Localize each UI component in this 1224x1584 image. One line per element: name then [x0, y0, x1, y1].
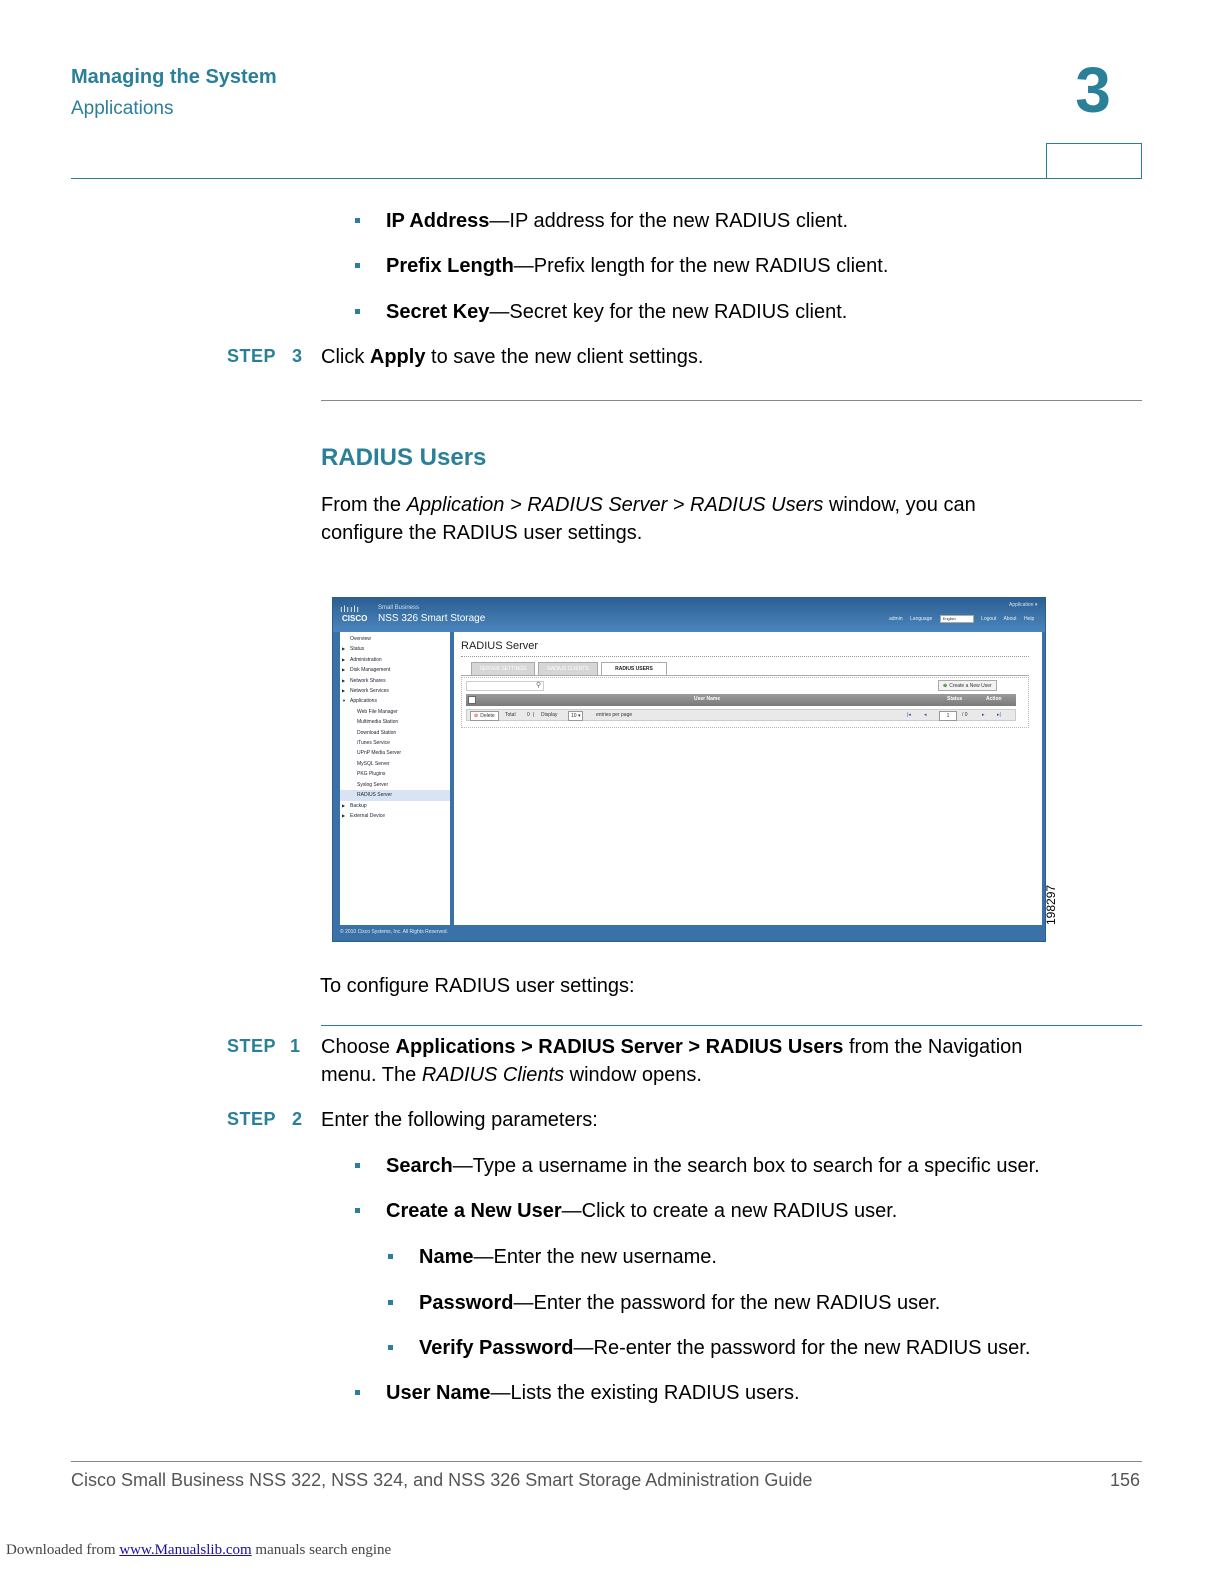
step-label: STEP [227, 346, 277, 366]
bullet-user-name [386, 1379, 800, 1407]
create-user-label: Create a New User [949, 683, 992, 689]
bullet-text: —Enter the password for the new RADIUS user. [513, 1292, 941, 1314]
app-top-bar [333, 598, 1046, 632]
bullet-prefix-length [386, 252, 888, 280]
step-number: 3 [292, 346, 303, 366]
download-note [6, 1542, 391, 1559]
nav-item-label: Web File Manager [357, 708, 398, 715]
step-1-text [321, 1033, 1022, 1089]
step-text-post: to save the new client settings. [425, 346, 704, 368]
nav-item-label: UPnP Media Server [357, 750, 402, 757]
nav-item-label: Administration [350, 656, 382, 663]
cisco-logo-text: CISCO [342, 614, 368, 623]
nav-item-itunes-service[interactable] [340, 738, 450, 748]
collapsed-arrow-icon: ▶ [342, 812, 346, 818]
search-icon[interactable]: ⚲ [536, 682, 542, 689]
about-link[interactable]: About [1003, 616, 1017, 623]
nav-item-status[interactable] [340, 644, 450, 654]
nav-item-label: Network Services [350, 688, 389, 695]
section-divider [321, 400, 1142, 401]
section-subtitle: Applications [71, 98, 174, 119]
bullet-square-icon [355, 263, 360, 268]
step-text-post: window opens. [564, 1064, 702, 1086]
to-configure-text: To configure RADIUS user settings: [320, 975, 635, 997]
nav-item-label: PKG Plugins [357, 771, 386, 778]
chapter-tab-box [1046, 143, 1142, 179]
step-2-text: Enter the following parameters: [321, 1109, 598, 1131]
download-post: manuals search engine [251, 1542, 392, 1558]
step-text-pre: Choose [321, 1036, 396, 1058]
chapter-title: Managing the System [71, 66, 277, 88]
footer-rule [71, 1461, 1142, 1462]
nav-item-download-station[interactable] [340, 728, 450, 738]
bullet-square-icon [388, 1300, 393, 1305]
nav-item-label: Download Station [357, 729, 397, 736]
figure-id: 198297 [1044, 884, 1058, 925]
col-status: Status [947, 696, 963, 702]
bullet-text: —Enter the new username. [473, 1246, 717, 1268]
bullet-term: IP Address [386, 210, 490, 232]
help-link[interactable]: Help [1023, 616, 1035, 623]
bullet-term: Verify Password [419, 1337, 574, 1359]
nav-item-label: External Device [350, 812, 386, 819]
intro-line-1 [321, 491, 976, 519]
delete-label: Delete [480, 713, 495, 719]
nav-item-label: Network Shares [350, 677, 386, 684]
intro-post: window, you can [823, 494, 976, 516]
nav-item-label: Backup [350, 802, 367, 809]
collapsed-arrow-icon: ▶ [342, 802, 346, 808]
total-value: 0 [527, 712, 530, 718]
display-label: Display [541, 712, 558, 718]
procedure-divider [321, 1025, 1142, 1026]
tab-baseline [461, 675, 1029, 676]
bullet-term: Prefix Length [386, 255, 514, 277]
manualslib-link[interactable]: www.Manualslib.com [119, 1542, 252, 1558]
bullet-term: Password [419, 1292, 514, 1314]
nav-item-administration[interactable] [340, 655, 450, 665]
expanded-arrow-icon: ▼ [342, 698, 346, 704]
nav-list [340, 634, 450, 821]
collapsed-arrow-icon: ▶ [342, 667, 346, 673]
prev-page-icon[interactable]: ◂ [924, 712, 927, 718]
step-label: STEP [227, 1036, 277, 1056]
download-pre: Downloaded from [6, 1542, 120, 1558]
step-text-pre: Click [321, 346, 370, 368]
nav-item-label: Multimedia Station [357, 719, 399, 726]
bullet-square-icon [355, 1163, 360, 1168]
tab-server-settings[interactable]: SERVER SETTINGS [471, 662, 535, 675]
panel-title: RADIUS Server [461, 640, 539, 652]
bullet-password [419, 1289, 940, 1317]
bullet-term: Secret Key [386, 301, 490, 323]
step-text-bold: Applications > RADIUS Server > RADIUS Users [395, 1036, 844, 1058]
nav-item-multimedia-station[interactable] [340, 717, 450, 727]
tab-radius-users[interactable]: RADIUS USERS [601, 662, 667, 675]
col-user-name: User Name [694, 696, 721, 702]
pager-bar [466, 709, 1016, 721]
select-all-checkbox[interactable] [468, 696, 476, 704]
pager-separator: | [533, 712, 535, 718]
step-3-text [321, 343, 703, 371]
application-menu[interactable]: Application ▾ [1009, 602, 1038, 608]
create-user-button[interactable] [938, 680, 997, 691]
bullet-text: —IP address for the new RADIUS client. [489, 210, 849, 232]
panel-divider [461, 656, 1029, 657]
step-1-line-2 [321, 1061, 1022, 1089]
language-select[interactable]: English [940, 615, 974, 623]
page-size-select[interactable] [568, 711, 583, 721]
step-text-post: from the Navigation [843, 1036, 1023, 1058]
bullet-text: —Re-enter the password for the new RADIUS user. [573, 1337, 1031, 1359]
step-number: 2 [292, 1109, 303, 1129]
bullet-square-icon [388, 1254, 393, 1259]
language-label: Language [910, 616, 933, 623]
bullet-term: Create a New User [386, 1200, 562, 1222]
bullet-square-icon [355, 1390, 360, 1395]
collapsed-arrow-icon: ▶ [342, 646, 346, 652]
bullet-text: —Click to create a new RADIUS user. [561, 1200, 898, 1222]
bullet-verify-password [419, 1334, 1030, 1362]
nav-item-applications[interactable] [340, 696, 450, 706]
nav-item-label: Status [350, 646, 365, 653]
step-text-pre: menu. The [321, 1064, 422, 1086]
product-name: NSS 326 Smart Storage [378, 613, 486, 624]
bullet-square-icon [388, 1345, 393, 1350]
search-input[interactable] [466, 681, 544, 691]
nav-item-syslog-server[interactable] [340, 780, 450, 790]
page-input[interactable]: 1 [939, 711, 957, 721]
bullet-term: User Name [386, 1382, 491, 1404]
step-1-line-1 [321, 1033, 1022, 1061]
top-links [889, 615, 1040, 623]
nav-item-label: RADIUS Server [357, 792, 393, 799]
bullet-name [419, 1243, 717, 1271]
last-page-icon[interactable]: ▸| [997, 712, 1001, 718]
nav-item-mysql-server[interactable] [340, 759, 450, 769]
intro-italic-path: Application > RADIUS Server > RADIUS Users [406, 494, 824, 516]
nav-item-label: Syslog Server [357, 781, 389, 788]
radius-panel [454, 632, 1042, 925]
bullet-text: —Prefix length for the new RADIUS client. [513, 255, 889, 277]
small-business-label: Small Business [378, 605, 420, 611]
nav-item-backup[interactable] [340, 801, 450, 811]
delete-button[interactable] [470, 711, 499, 721]
bullet-text: —Lists the existing RADIUS users. [490, 1382, 800, 1404]
nav-item-label: iTunes Service [357, 740, 390, 747]
nav-item-overview[interactable] [340, 634, 450, 644]
intro-paragraph [321, 491, 976, 547]
header-rule [71, 178, 1142, 179]
collapsed-arrow-icon: ▶ [342, 656, 346, 662]
screenshot-figure [332, 597, 1046, 942]
nav-item-label: Applications [350, 698, 377, 705]
nav-item-label: MySQL Server [357, 760, 390, 767]
nav-item-web-file-manager[interactable] [340, 707, 450, 717]
bullet-text: —Secret key for the new RADIUS client. [489, 301, 848, 323]
bullet-create-user [386, 1197, 897, 1225]
bullet-search [386, 1152, 1040, 1180]
nav-item-disk-management[interactable] [340, 665, 450, 675]
chevron-down-icon: ▾ [577, 713, 581, 719]
section-title: RADIUS Users [321, 444, 487, 471]
cisco-logo-icon: ılıılı [340, 604, 361, 614]
first-page-icon[interactable]: |◂ [907, 712, 911, 718]
step-text-bold: Apply [369, 346, 426, 368]
bullet-term: Name [419, 1246, 474, 1268]
tab-radius-clients[interactable]: RADIUS CLIENTS [538, 662, 598, 675]
bullet-ip-address [386, 207, 848, 235]
delete-icon: ⊘ [474, 713, 479, 719]
page-count: / 0 [962, 712, 968, 718]
nav-item-network-services[interactable] [340, 686, 450, 696]
logout-link[interactable]: Logout [981, 616, 997, 623]
intro-pre: From the [321, 494, 407, 516]
total-label: Total [505, 712, 516, 718]
nav-item-network-shares[interactable] [340, 676, 450, 686]
nav-item-radius-server[interactable] [340, 790, 450, 800]
bullet-secret-key [386, 298, 847, 326]
next-page-icon[interactable]: ▸ [982, 712, 985, 718]
col-action: Action [986, 696, 1002, 702]
bullet-text: —Type a username in the search box to search for a specific user. [452, 1155, 1040, 1177]
page-size-value: 10 [571, 713, 577, 719]
plus-icon: ⊕ [943, 683, 948, 689]
bullet-square-icon [355, 1208, 360, 1213]
nav-item-external-device[interactable] [340, 811, 450, 821]
bullet-square-icon [355, 218, 360, 223]
collapsed-arrow-icon: ▶ [342, 688, 346, 694]
step-number: 1 [290, 1036, 301, 1056]
user-name: admin [889, 616, 903, 623]
step-label: STEP [227, 1109, 277, 1129]
entries-label: entries per page [596, 712, 633, 718]
intro-line-2: configure the RADIUS user settings. [321, 522, 643, 544]
table-header [466, 694, 1016, 706]
nav-item-label: Overview [350, 636, 371, 642]
collapsed-arrow-icon: ▶ [342, 677, 346, 683]
nav-item-upnp-media-server[interactable] [340, 748, 450, 758]
app-copyright: © 2010 Cisco Systems, Inc. All Rights Reserved. [340, 929, 448, 935]
step-text-italic: RADIUS Clients [421, 1064, 565, 1086]
nav-item-label: Disk Management [350, 667, 391, 674]
chapter-number: 3 [1075, 54, 1111, 126]
nav-item-pkg-plugins[interactable] [340, 769, 450, 779]
footer-guide-title: Cisco Small Business NSS 322, NSS 324, and NSS 326 Smart Storage Administration Guide [71, 1470, 813, 1490]
bullet-square-icon [355, 309, 360, 314]
nav-sidebar [340, 632, 452, 925]
page-number: 156 [1109, 1470, 1140, 1490]
bullet-term: Search [386, 1155, 453, 1177]
